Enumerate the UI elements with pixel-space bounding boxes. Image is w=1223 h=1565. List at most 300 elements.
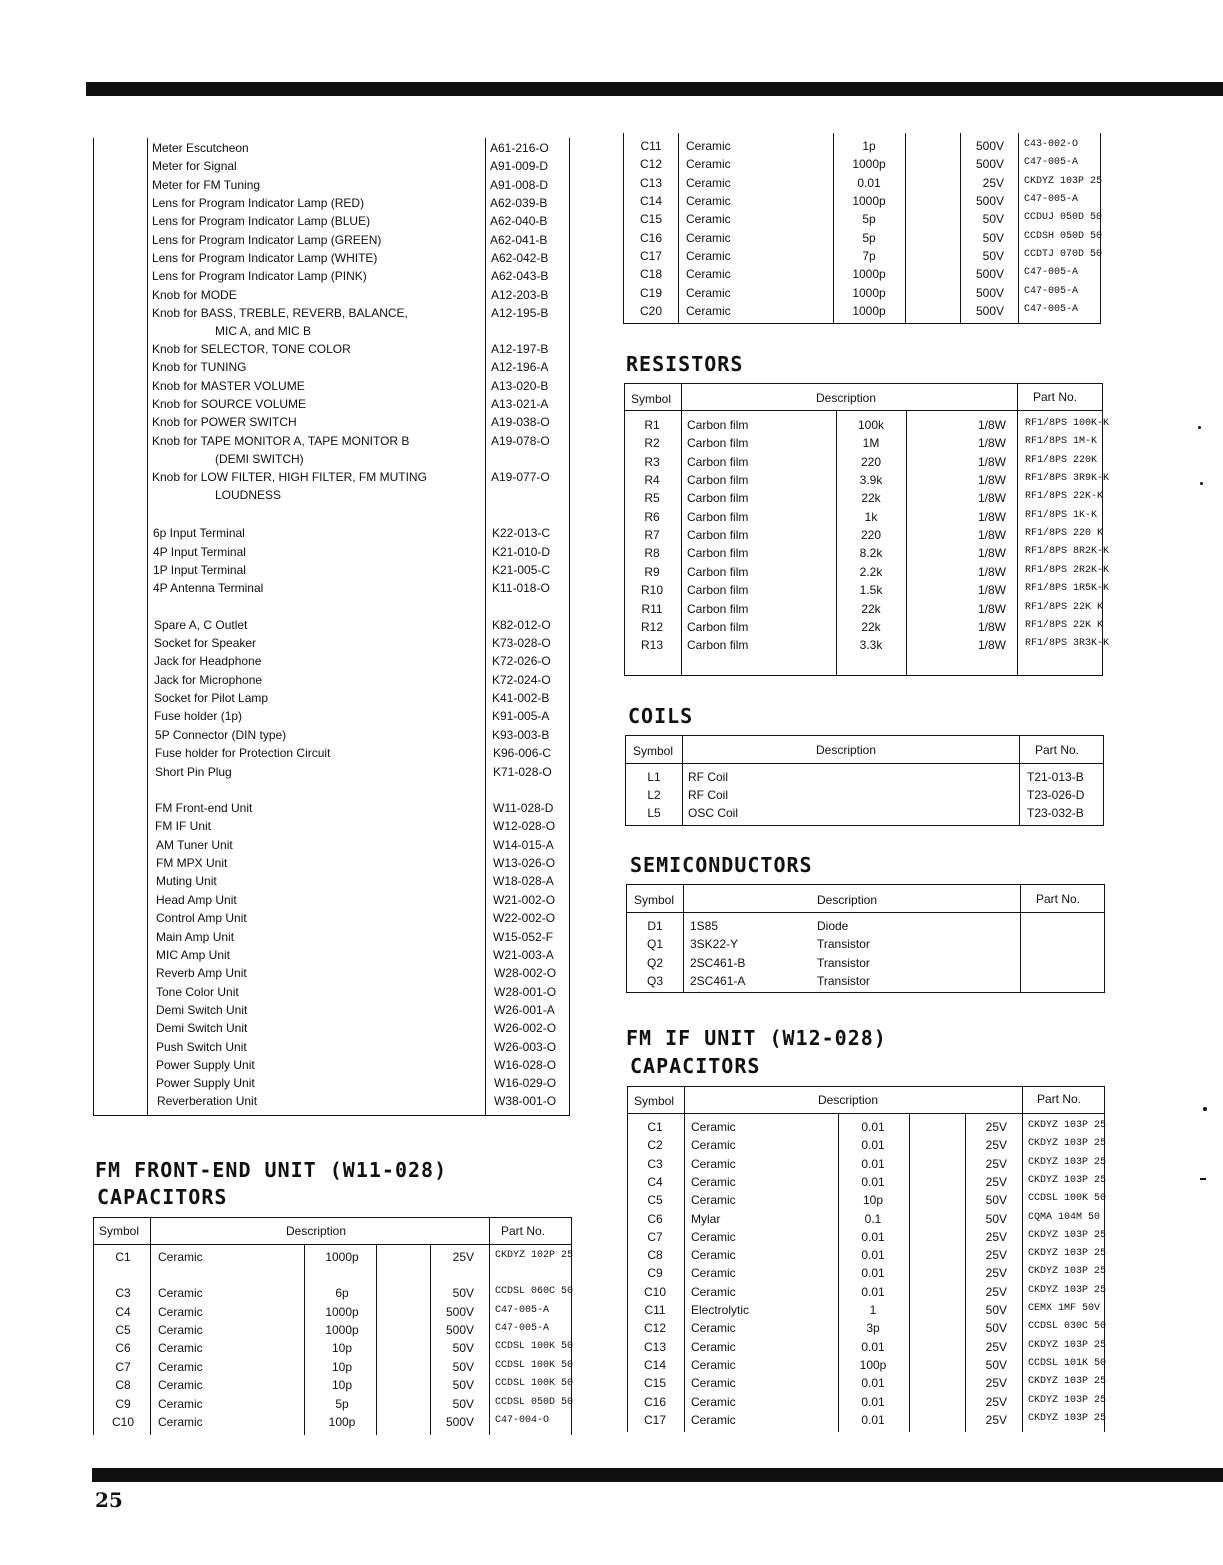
part-number: CKDYZ 103P 25 [1024,176,1103,187]
part-number: K41-002-B [492,691,550,705]
part-description: Fuse holder (1p) [154,709,243,723]
part-number: W26-001-A [494,1003,555,1017]
component-type: Ceramic [686,176,731,190]
symbol: C6 [647,1212,663,1226]
wattage: 1/8W [977,455,1006,469]
part-number: CCDSH 050D 50 [1024,231,1103,242]
part-number: W13-026-O [493,856,556,870]
part-description: 4P Input Terminal [153,545,246,559]
component-type: Ceramic [691,1120,736,1134]
symbol: C11 [644,1303,666,1317]
part-number: RF1/8PS 220 K [1025,528,1104,539]
component-type: Ceramic [158,1378,203,1392]
part-description: Demi Switch Unit [156,1003,248,1017]
part-number: C47-005-A [1024,286,1079,297]
part-number: T23-026-D [1027,788,1085,802]
part-number: C47-005-A [1024,157,1079,168]
part-number: W28-002-O [494,966,557,980]
component-type: Ceramic [686,139,731,153]
part-number: CKDYZ 103P 25 [1028,1175,1107,1186]
res-part-divider [1017,383,1018,676]
component-type: Carbon film [687,510,749,524]
part-number: K71-028-O [493,765,552,779]
component-type: Carbon film [687,638,749,652]
component-kind: Transistor [817,937,870,951]
symbol: R9 [644,565,660,579]
part-number: CQMA 104M 50 [1028,1212,1101,1223]
component-value: 3p [866,1321,880,1335]
part-description: Power Supply Unit [156,1058,255,1072]
voltage-rating: 50V [985,1358,1007,1372]
res-val-divider [836,410,837,676]
wattage: 1/8W [977,528,1006,542]
res-bottom-border [624,675,1103,676]
component-value: 0.01 [861,1138,885,1152]
res-top-border [624,383,1103,384]
part-number: CKDYZ 103P 25 [1028,1230,1107,1241]
fm-front-end-title: FM FRONT-END UNIT (W11-028) [95,1158,448,1182]
component-value: 1000p [852,286,886,300]
part-number: RF1/8PS 1R5K-K [1025,583,1110,594]
res-sym-divider [681,383,682,676]
symbol: C3 [115,1286,131,1300]
symbol: C19 [639,286,663,300]
part-number: K73-028-O [492,636,551,650]
part-description: Muting Unit [156,874,217,888]
semi-header-description: Description [817,893,878,907]
symbol: R6 [644,510,660,524]
fe-sym-divider [150,1217,151,1435]
voltage-rating: 25V [985,1230,1007,1244]
component-type: 3SK22-Y [690,937,739,951]
voltage-rating: 50V [452,1397,474,1411]
component-type: Ceramic [686,267,731,281]
fe-top-border [93,1217,572,1218]
part-number: A13-020-B [491,379,549,393]
part-description: Socket for Pilot Lamp [154,691,269,705]
part-description: 1P Input Terminal [153,563,246,577]
component-kind: Transistor [817,974,870,988]
component-value: 6p [335,1286,349,1300]
symbol: C10 [111,1415,135,1429]
wattage: 1/8W [977,638,1006,652]
semi-top-border [626,884,1105,885]
part-description: Power Supply Unit [156,1076,255,1090]
misc-part-divider [485,138,486,1116]
part-number: CKDYZ 103P 25 [1028,1340,1107,1351]
part-number: T23-032-B [1027,806,1084,820]
semi-left-border [626,884,627,993]
component-value: 1000p [852,267,886,281]
symbol: R7 [644,528,660,542]
component-type: Ceramic [691,1285,736,1299]
component-type: Ceramic [691,1157,736,1171]
part-description: Control Amp Unit [156,911,247,925]
symbol: C17 [639,249,663,263]
component-value: 10p [331,1341,353,1355]
component-value: 1000p [325,1305,359,1319]
voltage-rating: 50V [982,212,1004,226]
wattage: 1/8W [977,583,1006,597]
top-rule [86,82,1223,96]
component-type: Ceramic [691,1248,736,1262]
part-number: W12-028-O [493,819,556,833]
wattage: 1/8W [977,436,1006,450]
part-number: A61-216-O [490,141,549,155]
part-number: CCDSL 060C 50 [495,1286,574,1297]
component-value: 8.2k [859,546,883,560]
component-type: Ceramic [158,1250,203,1264]
component-type: 2SC461-A [690,974,746,988]
coil-sym-divider [682,735,683,826]
component-type: Ceramic [691,1376,736,1390]
component-type: Ceramic [691,1230,736,1244]
component-type: Ceramic [158,1415,203,1429]
component-type: Ceramic [691,1193,736,1207]
symbol: C17 [643,1413,667,1427]
symbol: R8 [644,546,660,560]
if-header-part: Part No. [1037,1092,1082,1106]
margin-dot [1200,482,1203,485]
component-value: 1.5k [859,583,883,597]
component-type: Ceramic [691,1266,736,1280]
component-value: 2.2k [859,565,883,579]
part-description: 6p Input Terminal [153,526,245,540]
symbol: Q3 [646,974,664,988]
part-number: A62-041-B [490,233,548,247]
part-description: Lens for Program Indicator Lamp (WHITE) [152,251,378,265]
part-number: K82-012-O [492,618,551,632]
res-val2-divider [906,410,907,676]
voltage-rating: 500V [975,304,1004,318]
component-value: 100p [859,1358,887,1372]
component-type: OSC Coil [688,806,739,820]
fec-val2-divider [905,133,906,324]
part-number: CCDSL 050D 50 [495,1397,574,1408]
symbol: C14 [639,194,663,208]
wattage: 1/8W [977,546,1006,560]
res-header-symbol: Symbol [631,392,672,406]
component-value: 1k [864,510,878,524]
component-value: 0.01 [857,176,881,190]
symbol: C9 [647,1266,663,1280]
part-number: W21-002-O [493,893,556,907]
component-type: Ceramic [158,1305,203,1319]
part-number: CEMX 1MF 50V [1028,1303,1101,1314]
component-type: Ceramic [686,286,731,300]
component-type: Ceramic [158,1341,203,1355]
wattage: 1/8W [977,491,1006,505]
symbol: C15 [639,212,663,226]
wattage: 1/8W [977,473,1006,487]
if-volt-divider [965,1113,966,1432]
part-description: Knob for LOW FILTER, HIGH FILTER, FM MUTING [152,470,427,484]
symbol: R2 [644,436,660,450]
fec-part-divider [1018,133,1019,324]
component-value: 3.9k [859,473,883,487]
part-number: RF1/8PS 22K-K [1025,491,1104,502]
component-type: Carbon film [687,583,749,597]
fe-header-description: Description [286,1224,347,1238]
voltage-rating: 500V [975,286,1004,300]
part-description: FM Front-end Unit [155,801,253,815]
symbol: C16 [639,231,663,245]
part-description: Knob for MODE [152,288,237,302]
part-number: A62-042-B [491,251,549,265]
semi-header-part: Part No. [1036,892,1081,906]
fe-volt-divider [430,1244,431,1435]
part-number: K93-003-B [492,728,550,742]
component-type: Ceramic [691,1321,736,1335]
wattage: 1/8W [977,565,1006,579]
if-header-description: Description [818,1093,879,1107]
symbol: C7 [647,1230,663,1244]
fec-volt-divider [960,133,961,324]
component-type: Carbon film [687,491,749,505]
part-number: W16-028-O [494,1058,557,1072]
res-header-part: Part No. [1033,390,1078,404]
symbol: Q1 [646,937,664,951]
semi-header-border [626,912,1105,913]
symbol: R11 [641,602,663,616]
page-number: 25 [95,1488,123,1512]
component-type: Ceramic [691,1413,736,1427]
part-number: A62-040-B [490,214,548,228]
part-number: A12-195-B [491,306,549,320]
voltage-rating: 50V [985,1321,1007,1335]
coil-part-divider [1019,735,1020,826]
component-value: 22k [861,620,881,634]
fec-val-divider [833,133,834,324]
symbol: R5 [644,491,660,505]
part-number: CKDYZ 103P 25 [1028,1120,1107,1131]
coil-header-symbol: Symbol [633,744,674,758]
voltage-rating: 25V [985,1266,1007,1280]
margin-dot [1203,1107,1207,1111]
part-description: FM IF Unit [155,819,211,833]
component-type: Ceramic [686,231,731,245]
symbol: C13 [643,1340,667,1354]
fm-if-title: FM IF UNIT (W12-028) [626,1026,887,1050]
component-value: 3.3k [859,638,883,652]
component-value: 22k [861,491,881,505]
fe-val2-divider [376,1244,377,1435]
component-value: 0.1 [864,1212,882,1226]
part-number: RF1/8PS 22K K [1025,620,1104,631]
part-description: Lens for Program Indicator Lamp (RED) [152,196,365,210]
part-number: RF1/8PS 100K-K [1025,418,1110,429]
component-type: Ceramic [686,304,731,318]
voltage-rating: 25V [985,1120,1007,1134]
symbol: C13 [639,176,663,190]
if-header-border [627,1113,1105,1114]
part-number: W15-052-F [493,930,554,944]
if-header-symbol: Symbol [634,1094,675,1108]
part-description: Socket for Speaker [154,636,257,650]
part-number: C47-005-A [1024,267,1079,278]
part-description: Meter for Signal [152,159,237,173]
voltage-rating: 25V [985,1413,1007,1427]
voltage-rating: 25V [982,176,1004,190]
part-number: RF1/8PS 1M-K [1025,436,1098,447]
coils-title: COILS [628,704,694,728]
symbol: C8 [647,1248,663,1262]
symbol: R12 [640,620,664,634]
component-type: Ceramic [686,249,731,263]
part-number: A12-203-B [491,288,549,302]
part-number: A91-008-D [490,178,549,192]
component-value: 220 [860,455,882,469]
part-number: W16-029-O [494,1076,557,1090]
part-description-continued: (DEMI SWITCH) [215,452,304,466]
part-number: K91-005-A [492,709,550,723]
component-value: 0.01 [861,1230,885,1244]
if-sym-divider [684,1086,685,1432]
component-kind: Transistor [817,956,870,970]
component-value: 10p [331,1360,353,1374]
symbol: C1 [115,1250,131,1264]
if-val2-divider [909,1113,910,1432]
component-type: Ceramic [691,1175,736,1189]
symbol: C3 [647,1157,663,1171]
part-number: RF1/8PS 1K-K [1025,510,1098,521]
component-type: Mylar [691,1212,721,1226]
component-value: 0.01 [861,1157,885,1171]
part-number: RF1/8PS 220K [1025,455,1098,466]
part-number: A62-043-B [491,269,549,283]
symbol: C7 [115,1360,131,1374]
part-number: W14-015-A [493,838,554,852]
part-description: Meter Escutcheon [152,141,249,155]
component-type: Carbon film [687,546,749,560]
part-description: Spare A, C Outlet [154,618,248,632]
component-value: 1000p [852,194,886,208]
part-description: Knob for POWER SWITCH [152,415,297,429]
part-number: CCDSL 030C 50 [1028,1321,1107,1332]
symbol: R13 [640,638,664,652]
coil-header-description: Description [816,743,877,757]
fe-val-divider [304,1244,305,1435]
voltage-rating: 500V [975,157,1004,171]
part-number: CCDUJ 050D 50 [1024,212,1103,223]
fec-left-border [623,133,624,324]
part-description: Lens for Program Indicator Lamp (GREEN) [152,233,382,247]
symbol: C1 [647,1120,663,1134]
part-description: Meter for FM Tuning [152,178,261,192]
voltage-rating: 50V [982,231,1004,245]
voltage-rating: 50V [452,1286,474,1300]
symbol: C12 [643,1321,667,1335]
res-header-description: Description [816,391,877,405]
part-number: W18-028-A [493,874,554,888]
component-type: Ceramic [158,1286,203,1300]
part-number: CKDYZ 103P 25 [1028,1285,1107,1296]
part-description: 4P Antenna Terminal [153,581,264,595]
part-number: K72-024-O [492,673,551,687]
part-description: Fuse holder for Protection Circuit [155,746,331,760]
symbol: R1 [644,418,660,432]
part-number: A19-038-O [491,415,550,429]
component-value: 100k [857,418,885,432]
part-description: MIC Amp Unit [156,948,231,962]
voltage-rating: 50V [985,1212,1007,1226]
component-type: 2SC461-B [690,956,746,970]
part-number: W26-002-O [494,1021,557,1035]
symbol: D1 [647,919,663,933]
component-value: 0.01 [861,1175,885,1189]
component-value: 5p [862,212,876,226]
part-description-continued: MIC A, and MIC B [215,324,312,338]
component-type: Ceramic [691,1358,736,1372]
voltage-rating: 25V [985,1285,1007,1299]
component-type: Carbon film [687,473,749,487]
component-value: 1000p [852,157,886,171]
voltage-rating: 500V [975,267,1004,281]
part-number: A19-077-O [491,470,550,484]
voltage-rating: 50V [452,1341,474,1355]
semi-sym-divider [683,884,684,993]
voltage-rating: 25V [985,1175,1007,1189]
symbol: Q2 [646,956,664,970]
voltage-rating: 50V [452,1378,474,1392]
part-description: Main Amp Unit [156,930,235,944]
coil-header-part: Part No. [1035,743,1080,757]
if-top-border [627,1086,1105,1087]
misc-right-border [569,138,570,1116]
part-number: CCDSL 101K 50 [1028,1358,1107,1369]
voltage-rating: 25V [985,1138,1007,1152]
part-number: A12-196-A [491,360,549,374]
voltage-rating: 25V [985,1376,1007,1390]
part-number: RF1/8PS 3R9K-K [1025,473,1110,484]
part-number: K21-005-C [492,563,551,577]
part-number: RF1/8PS 2R2K-K [1025,565,1110,576]
part-number: W22-002-O [493,911,556,925]
misc-inner-border [147,138,148,1116]
part-number: CKDYZ 103P 25 [1028,1376,1107,1387]
component-value: 1000p [325,1250,359,1264]
component-value: 1p [862,139,876,153]
part-number: CKDYZ 103P 25 [1028,1138,1107,1149]
part-number: CKDYZ 103P 25 [1028,1266,1107,1277]
component-type: Ceramic [691,1340,736,1354]
part-description: Reverberation Unit [157,1094,258,1108]
component-kind: Diode [817,919,849,933]
part-description: Lens for Program Indicator Lamp (PINK) [152,269,367,283]
fe-left-border [93,1217,94,1435]
component-value: 100p [328,1415,356,1429]
part-number: C47-005-A [495,1323,550,1334]
component-value: 0.01 [861,1120,885,1134]
component-value: 22k [861,602,881,616]
if-part-divider [1022,1086,1023,1432]
symbol: C12 [639,157,663,171]
part-number: A19-078-O [491,434,550,448]
component-type: Carbon film [687,565,749,579]
fe-header-symbol: Symbol [99,1224,140,1238]
bottom-rule [92,1468,1223,1482]
component-type: Ceramic [691,1138,736,1152]
res-left-border [624,383,625,676]
part-number: W28-001-O [494,985,557,999]
symbol: R3 [644,455,660,469]
coil-right-border [1103,735,1104,826]
component-value: 0.01 [861,1376,885,1390]
semiconductors-title: SEMICONDUCTORS [630,853,813,877]
symbol: C6 [115,1341,131,1355]
part-number: C47-004-O [495,1415,550,1426]
part-number: C43-002-O [1024,139,1079,150]
